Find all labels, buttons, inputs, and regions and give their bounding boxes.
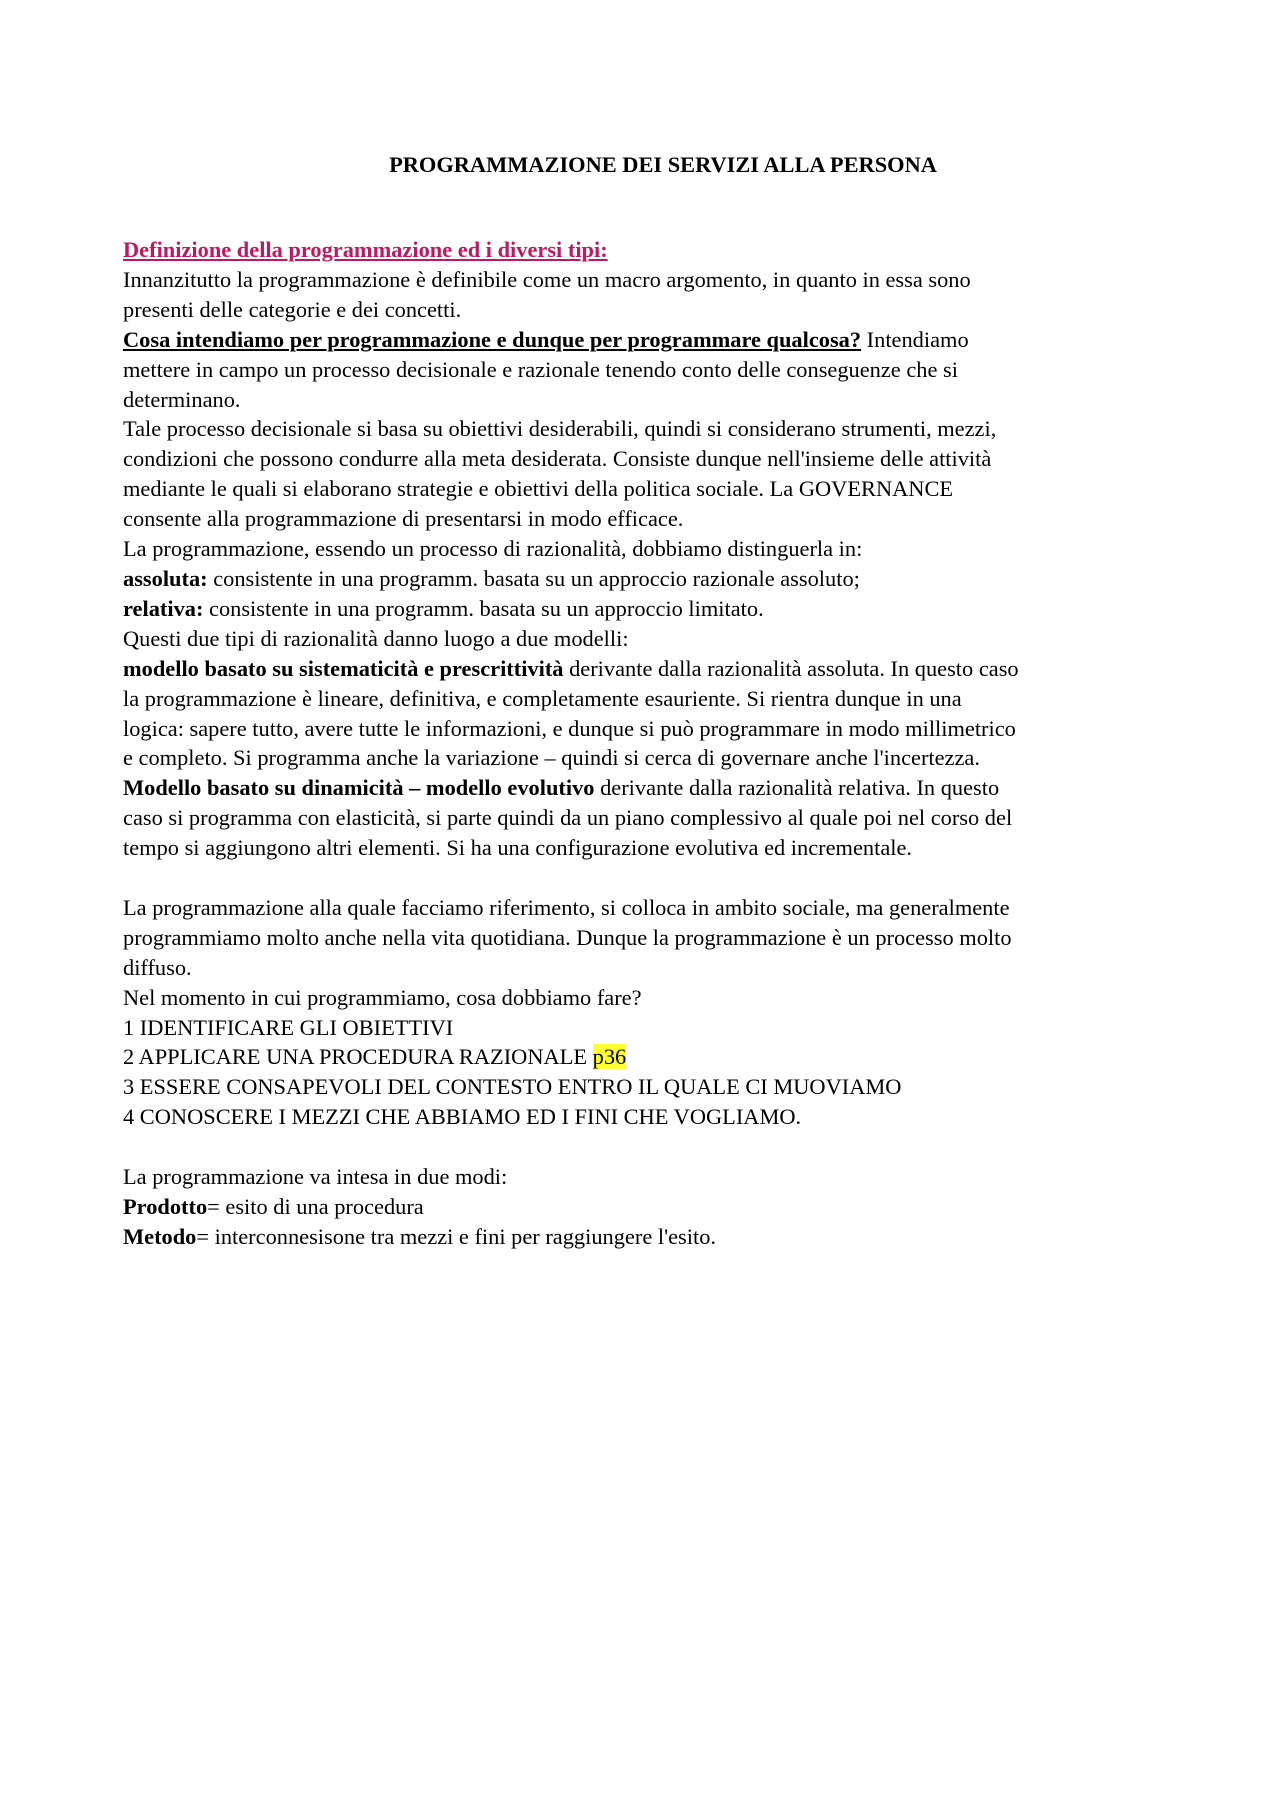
- inline-text: = interconnesisone tra mezzi e fini per raggiungere l'esito.: [196, 1223, 717, 1249]
- term-metodo: Metodo: [123, 1223, 197, 1249]
- paragraph-line: consente alla programmazione di presentarsi in modo efficace.: [123, 506, 684, 532]
- paragraph-line: Tale processo decisionale si basa su obiettivi desiderabili, quindi si considerano strumenti, mezzi,: [123, 416, 997, 442]
- question-heading: Cosa intendiamo per programmazione e dunque per programmare qualcosa?: [123, 326, 862, 352]
- inline-text: derivante dalla razionalità assoluta. In questo caso: [563, 655, 1019, 681]
- inline-text: = esito di una procedura: [207, 1193, 424, 1219]
- paragraph-spacer: [123, 863, 1173, 893]
- paragraph-line: la programmazione è lineare, definitiva, e completamente esauriente. Si rientra dunque in una: [123, 685, 962, 711]
- highlighted-page-ref: p36: [592, 1044, 627, 1070]
- term-prodotto: Prodotto: [123, 1193, 208, 1219]
- paragraph-line: Nel momento in cui programmiamo, cosa dobbiamo fare?: [123, 984, 642, 1010]
- list-item: 3 ESSERE CONSAPEVOLI DEL CONTESTO ENTRO IL QUALE CI MUOVIAMO: [123, 1074, 902, 1100]
- paragraph-line: [123, 325, 1173, 355]
- paragraph-line: determinano.: [123, 386, 241, 412]
- document-title: PROGRAMMAZIONE DEI SERVIZI ALLA PERSONA: [389, 152, 937, 177]
- term-modello-sistematico: modello basato su sistematicità e prescrittività: [123, 655, 564, 681]
- paragraph-line: logica: sapere tutto, avere tutte le informazioni, e dunque si può programmare in modo millimetrico: [123, 715, 1016, 741]
- paragraph-line: La programmazione alla quale facciamo riferimento, si colloca in ambito sociale, ma generalmente: [123, 894, 1010, 920]
- list-item: 1 IDENTIFICARE GLI OBIETTIVI: [123, 1014, 454, 1040]
- inline-text: consistente in una programm. basata su un approccio razionale assoluto;: [207, 565, 860, 591]
- paragraph-spacer: [123, 1132, 1173, 1162]
- inline-text: derivante dalla razionalità relativa. In questo: [594, 775, 1000, 801]
- term-assoluta: assoluta:: [123, 565, 208, 591]
- paragraph-line: [123, 1192, 1173, 1222]
- paragraph-line: diffuso.: [123, 954, 192, 980]
- paragraph-line: Innanzitutto la programmazione è definibile come un macro argomento, in quanto in essa sono: [123, 266, 971, 292]
- inline-text: 2 APPLICARE UNA PROCEDURA RAZIONALE: [123, 1044, 593, 1070]
- inline-text: Intendiamo: [861, 326, 969, 352]
- paragraph-line: La programmazione, essendo un processo di razionalità, dobbiamo distinguerla in:: [123, 536, 863, 562]
- paragraph-line: programmiamo molto anche nella vita quotidiana. Dunque la programmazione è un processo molto: [123, 924, 1012, 950]
- paragraph-line: La programmazione va intesa in due modi:: [123, 1164, 508, 1190]
- list-item: [123, 1042, 1173, 1072]
- paragraph-line: mediante le quali si elaborano strategie e obiettivi della politica sociale. La GOVERNANCE: [123, 476, 954, 502]
- list-item: 4 CONOSCERE I MEZZI CHE ABBIAMO ED I FINI CHE VOGLIAMO.: [123, 1104, 802, 1130]
- paragraph-line: caso si programma con elasticità, si parte quindi da un piano complessivo al quale poi nel corso del: [123, 805, 1013, 831]
- paragraph-line: tempo si aggiungono altri elementi. Si ha una configurazione evolutiva ed incrementale.: [123, 835, 913, 861]
- paragraph-line: e completo. Si programma anche la variazione – quindi si cerca di governare anche l'incertezza.: [123, 745, 980, 771]
- paragraph-line: condizioni che possono condurre alla meta desiderata. Consiste dunque nell'insieme delle attività: [123, 446, 992, 472]
- section-heading: Definizione della programmazione ed i diversi tipi:: [123, 237, 608, 262]
- paragraph-line: presenti delle categorie e dei concetti.: [123, 296, 462, 322]
- document-body: [123, 150, 1173, 1252]
- paragraph-line: [123, 1222, 1173, 1252]
- paragraph-line: [123, 564, 1173, 594]
- paragraph-line: [123, 773, 1173, 803]
- inline-text: consistente in una programm. basata su un approccio limitato.: [203, 595, 764, 621]
- paragraph-line: mettere in campo un processo decisionale e razionale tenendo conto delle conseguenze che si: [123, 356, 958, 382]
- paragraph-line: Questi due tipi di razionalità danno luogo a due modelli:: [123, 625, 629, 651]
- term-modello-evolutivo: Modello basato su dinamicità – modello evolutivo: [123, 775, 595, 801]
- paragraph-line: [123, 594, 1173, 624]
- paragraph-line: [123, 654, 1173, 684]
- term-relativa: relativa:: [123, 595, 204, 621]
